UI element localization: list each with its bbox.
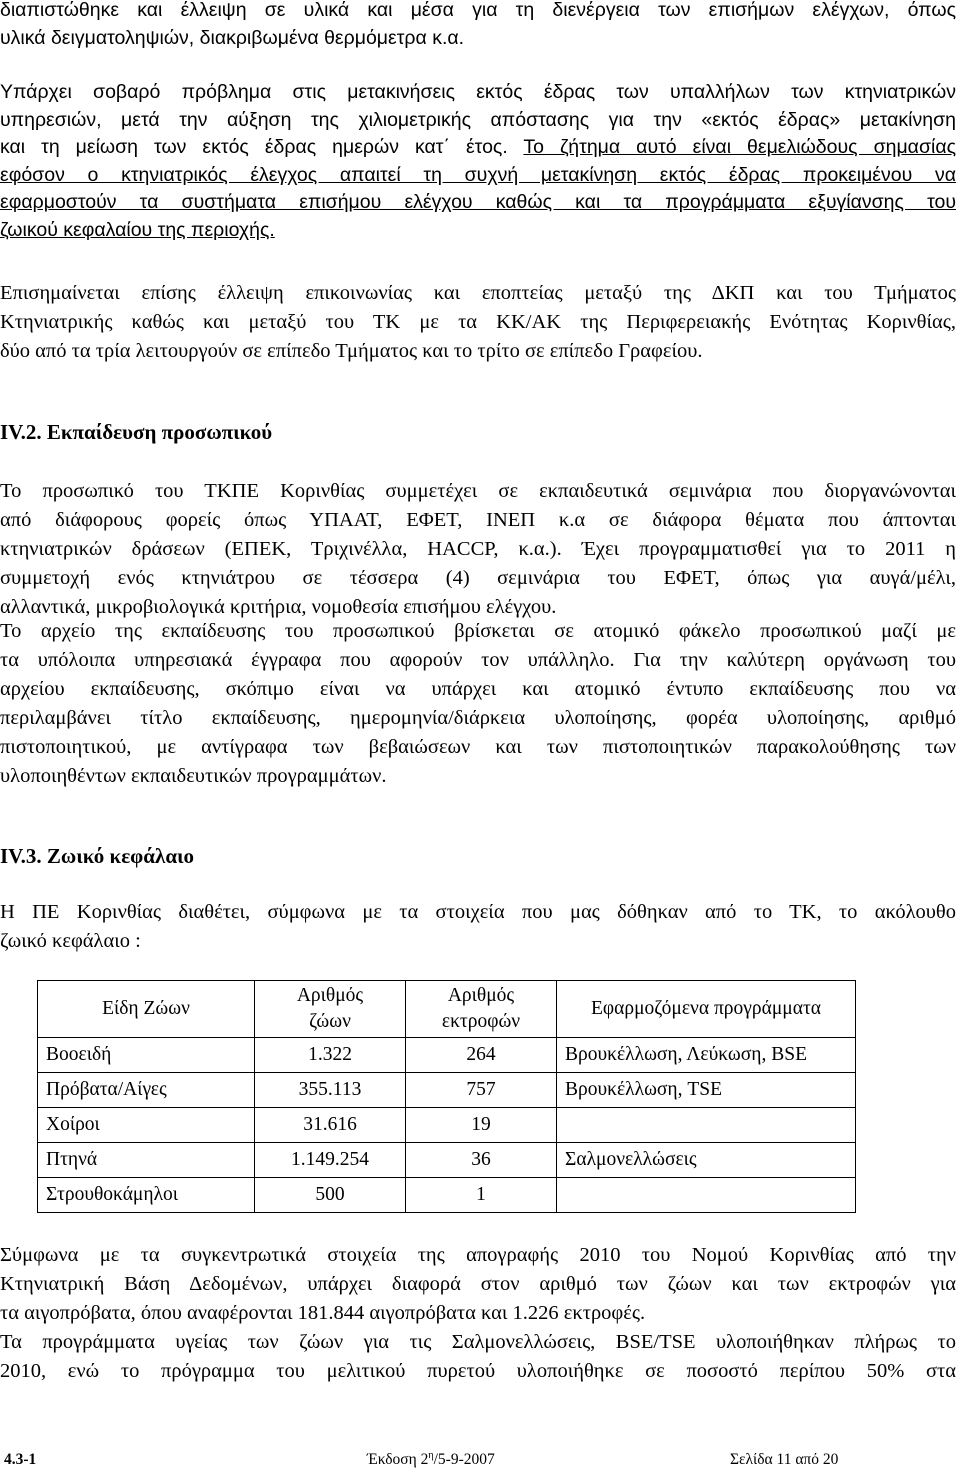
paragraph-livestock-intro xyxy=(0,898,956,956)
footer-edition-date: /5-9-2007 xyxy=(433,1451,495,1468)
cell-programs: Βρουκέλλωση, Λεύκωση, BSE xyxy=(557,1038,856,1073)
table-row xyxy=(38,1073,856,1108)
cell-programs: Σαλμονελλώσεις xyxy=(557,1143,856,1178)
footer-edition xyxy=(367,1450,495,1470)
text-line xyxy=(0,134,956,162)
cell-animals: 355.113 xyxy=(255,1073,406,1108)
text-line: Κτηνιατρικής καθώς και μεταξύ του ΤΚ με τα ΚΚ/ΑΚ της Περιφερειακής Ενότητας Κορινθίας, xyxy=(0,311,956,333)
text-line: υλοποιηθέντων εκπαιδευτικών προγραμμάτων. xyxy=(0,765,387,787)
footer-edition-sup: η xyxy=(428,1449,434,1461)
paragraph-training-archive xyxy=(0,617,956,791)
cell-species: Πρόβατα/Αίγες xyxy=(38,1073,255,1108)
text-line: αλλαντικά, μικροβιολογικά κριτήρια, νομοθεσία επισήμου ελέγχου. xyxy=(0,596,557,618)
text-line: τα υπόλοιπα υπηρεσιακά έγγραφα που αφορούν τον υπάλληλο. Για την καλύτερη οργάνωση του xyxy=(0,649,956,671)
header-farm-count xyxy=(406,981,557,1038)
cell-animals: 31.616 xyxy=(255,1108,406,1143)
text-line: από διάφορους φορείς όπως ΥΠΑΑΤ, ΕΦΕΤ, ΙΝΕΠ κ.α σε διάφορα θέματα που άπτονται xyxy=(0,509,956,531)
table-row xyxy=(38,1143,856,1178)
cell-species: Χοίροι xyxy=(38,1108,255,1143)
text-segment: και τη μείωση των εκτός έδρας ημερών κατ΄ έτος. xyxy=(0,136,508,158)
cell-animals: 1.322 xyxy=(255,1038,406,1073)
text-line: ζωικό κεφάλαιο : xyxy=(0,930,141,952)
underlined-text-line: ζωικού κεφαλαίου της περιοχής. xyxy=(0,218,275,241)
table-row xyxy=(38,1038,856,1073)
text-line: Το αρχείο της εκπαίδευσης του προσωπικού βρίσκεται σε ατομικό φάκελο προσωπικού μαζί με xyxy=(0,620,956,642)
header-text: Αριθμός xyxy=(447,985,515,1006)
underlined-text-line: εφόσον ο κτηνιατρικός έλεγχος απαιτεί τη συχνή μετακίνηση εκτός έδρας προκειμένου να xyxy=(0,163,956,186)
text-line: διαπιστώθηκε και έλλειψη σε υλικά και μέσα για τη διενέργεια των επισήμων ελέγχων, όπως xyxy=(0,0,956,21)
header-text: ζώων xyxy=(309,1011,351,1032)
text-line: κτηνιατρικών δράσεων (ΕΠΕΚ, Τριχινέλλα, HACCP, κ.α.). Έχει προγραμματισθεί για το 2011 η xyxy=(0,538,956,560)
cell-farms: 36 xyxy=(406,1143,557,1178)
section-heading-livestock: IV.3. Ζωικό κεφάλαιο xyxy=(0,844,195,868)
text-line: περιλαμβάνει τίτλο εκπαίδευσης, ημερομηνία/διάρκεια υλοποίησης, φορέα υλοποίησης, αριθμό xyxy=(0,707,956,729)
text-line: υλικά δειγματοληψιών, διακριβωμένα θερμόμετρα κ.α. xyxy=(0,26,465,49)
text-line: Κτηνιατρική Βάση Δεδομένων, υπάρχει διαφορά στον αριθμό των ζώων και των εκτροφών για xyxy=(0,1273,956,1295)
header-text: εκτροφών xyxy=(441,1011,521,1032)
text-line: Σύμφωνα με τα συγκεντρωτικά στοιχεία της απογραφής 2010 του Νομού Κορινθίας από την xyxy=(0,1244,956,1266)
paragraph-communication xyxy=(0,279,956,366)
footer-page-number: Σελίδα 11 από 20 xyxy=(730,1451,839,1468)
table-row xyxy=(38,1108,856,1143)
cell-farms: 1 xyxy=(406,1178,557,1213)
text-line: Τα προγράμματα υγείας των ζώων για τις Σαλμονελλώσεις, BSE/TSE υλοποιήθηκαν πλήρως το xyxy=(0,1331,956,1353)
text-line: πιστοποιητικού, με αντίγραφα των βεβαιώσεων και των πιστοποιητικών παρακολούθησης των xyxy=(0,736,956,758)
underlined-text-line: εφαρμοστούν τα συστήματα επισήμου ελέγχου καθώς και τα προγράμματα εξυγίανσης του xyxy=(0,191,956,213)
cell-species: Βοοειδή xyxy=(38,1038,255,1073)
text-line: υπηρεσιών, μετά την αύξηση της χιλιομετρικής απόστασης για την «εκτός έδρας» μετακίνηση xyxy=(0,108,956,131)
header-species: Είδη Ζώων xyxy=(38,981,255,1038)
cell-species: Στρουθοκάμηλοι xyxy=(38,1178,255,1213)
text-line: Η ΠΕ Κορινθίας διαθέτει, σύμφωνα με τα στοιχεία που μας δόθηκαν από το ΤΚ, το ακόλουθο xyxy=(0,901,956,923)
footer-document-code: 4.3-1 xyxy=(4,1451,37,1468)
cell-species: Πτηνά xyxy=(38,1143,255,1178)
text-line: Υπάρχει σοβαρό πρόβλημα στις μετακινήσεις εκτός έδρας των υπαλλήλων των κτηνιατρικών xyxy=(0,81,956,103)
table-header-row xyxy=(38,981,856,1038)
text-line: τα αιγοπρόβατα, όπου αναφέρονται 181.844 αιγοπρόβατα και 1.226 εκτροφές. xyxy=(0,1302,646,1324)
paragraph-equipment xyxy=(0,0,956,52)
cell-animals: 500 xyxy=(255,1178,406,1213)
livestock-table xyxy=(37,980,856,1213)
footer-edition-text: Έκδοση 2 xyxy=(367,1451,429,1468)
header-animal-count xyxy=(255,981,406,1038)
header-programs: Εφαρμοζόμενα προγράμματα xyxy=(557,981,856,1038)
header-text: Αριθμός xyxy=(296,985,364,1006)
text-line: αρχείου εκπαίδευσης, σκόπιμο είναι να υπάρχει και ατομικό έντυπο εκπαίδευσης που να xyxy=(0,678,956,700)
paragraph-travel xyxy=(0,79,956,244)
text-line: συμμετοχή ενός κτηνιάτρου σε τέσσερα (4) σεμινάρια του ΕΦΕΤ, όπως για αυγά/μέλι, xyxy=(0,567,956,589)
text-line: Το προσωπικό του ΤΚΠΕ Κορινθίας συμμετέχει σε εκπαιδευτικά σεμινάρια που διοργανώνονται xyxy=(0,480,956,502)
paragraph-training xyxy=(0,477,956,622)
underlined-text: Το ζήτημα αυτό είναι θεμελιώδους σημασίας xyxy=(523,136,956,158)
paragraph-census xyxy=(0,1241,956,1386)
text-line: 2010, ενώ το πρόγραμμα του μελιτικού πυρετού υλοποιήθηκε σε ποσοστό περίπου 50% στα xyxy=(0,1360,956,1382)
cell-programs: Βρουκέλλωση, TSE xyxy=(557,1073,856,1108)
cell-programs xyxy=(557,1178,856,1213)
cell-farms: 264 xyxy=(406,1038,557,1073)
cell-programs xyxy=(557,1108,856,1143)
cell-farms: 757 xyxy=(406,1073,557,1108)
cell-farms: 19 xyxy=(406,1108,557,1143)
cell-animals: 1.149.254 xyxy=(255,1143,406,1178)
table-row xyxy=(38,1178,856,1213)
text-line: Επισημαίνεται επίσης έλλειψη επικοινωνίας και εποπτείας μεταξύ της ΔΚΠ και του Τμήματος xyxy=(0,282,956,304)
text-line: δύο από τα τρία λειτουργούν σε επίπεδο Τμήματος και το τρίτο σε επίπεδο Γραφείου. xyxy=(0,340,703,362)
section-heading-training: IV.2. Εκπαίδευση προσωπικού xyxy=(0,420,273,444)
